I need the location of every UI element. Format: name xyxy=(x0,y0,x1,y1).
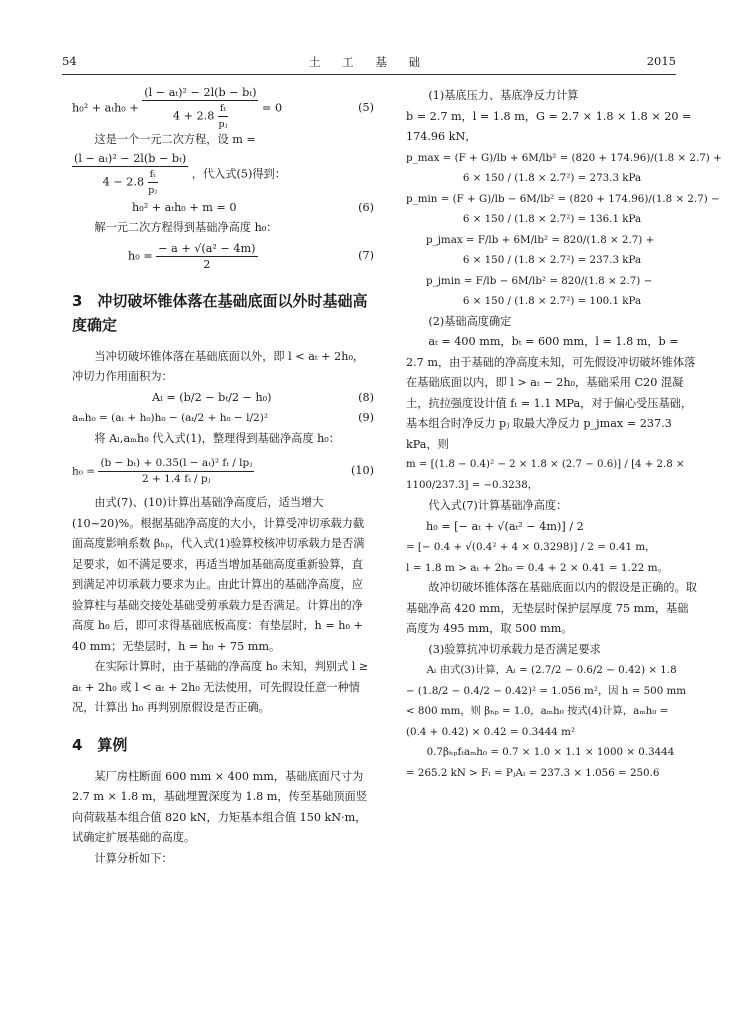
pjmin-line-1: p_jmin = F/lb − 6M/lb² = 820/(1.8 × 2.7) − xyxy=(426,274,653,287)
paragraph-m-def: 这是一个一元二次方程，设 m = xyxy=(94,133,256,146)
conclusion-paragraph: 故冲切破坏锥体落在基础底面以内的假设是正确的。取基础净高 420 mm，无垫层时保护层厚度 75 mm，基础高度为 495 mm，取 500 mm。 xyxy=(406,581,697,635)
year: 2015 xyxy=(646,54,676,68)
m-definition xyxy=(72,151,374,198)
pjmax-line-1: p_jmax = F/lb + 6M/lb² = 820/(1.8 × 2.7) + xyxy=(426,233,655,246)
eq5-fraction xyxy=(142,85,258,132)
paragraph-procedure: 由式(7)、(10)计算出基础净高度后，适当增大(10~20)%。根据基础净高度的大小，计算受冲切承载力截面高度影响系数 βₕₚ，代入式(1)验算校核冲切承载力是否满足要求，如不满足要求，再适当增加基础高度重新验算，直到满足冲切承载力要求为止。由此计算出的基础净高度，应验算柱与基础交接处基础受剪承载力是否满足。计算出的净高度 h₀ 后，即可求得基础底板高度：有垫层时，h = h₀ + 40 mm；无垫层时，h = h₀ + 75 mm。 xyxy=(72,496,365,653)
eq9-expr: aₘh₀ = (aₜ + h₀)h₀ − (aₜ/2 + h₀ − l/2)² xyxy=(72,412,269,424)
eq10-numerator: (b − bₜ) + 0.35(l − aₜ)² fₜ / lpⱼ xyxy=(98,456,254,472)
eq5-pj: pⱼ xyxy=(218,118,228,130)
equation-5 xyxy=(72,86,374,130)
eq6-number: (6) xyxy=(358,200,374,214)
pmax-line-1: p_max = (F + G)/lb + 6M/lb² = (820 + 174.96)/(1.8 × 2.7) + xyxy=(406,151,722,164)
page-number: 54 xyxy=(62,54,77,68)
section-4-heading: 4 算例 xyxy=(72,735,128,754)
al-line-4: (0.4 + 0.42) × 0.42 = 0.3444 m² xyxy=(406,725,575,738)
pmin-line-1: p_min = (F + G)/lb − 6M/lb² = (820 + 174.96)/(1.8 × 2.7) − xyxy=(406,192,720,205)
eq5-ft: fₜ xyxy=(218,101,228,117)
h0-formula: h₀ = [− aₜ + √(aₜ² − 4m)] / 2 xyxy=(426,519,584,533)
paragraph-outside: 当冲切破坏锥体落在基础底面以外，即 l < aₜ + 2h₀，冲切力作用面积为： xyxy=(72,349,365,383)
eq7-number: (7) xyxy=(358,249,374,263)
step-1-values: b = 2.7 m，l = 1.8 m，G = 2.7 × 1.8 × 1.8 × 20 = 174.96 kN， xyxy=(406,109,692,143)
paragraph-assumption: 在实际计算时，由于基础的净高度 h₀ 未知，判别式 l ≥ aₜ + 2h₀ 或 l < aₜ + 2h₀ 无法使用，可先假设任意一种情况，计算出 h₀ 再判别原假设是否正确。 xyxy=(72,660,369,714)
step-1-heading: (1)基底压力、基底净反力计算 xyxy=(428,89,579,102)
step-3-heading: (3)验算抗冲切承载力是否满足要求 xyxy=(428,642,601,656)
eq8-expr: Aₗ = (b/2 − bₜ/2 − h₀) xyxy=(152,390,272,404)
page-header xyxy=(62,54,676,72)
eq7-lhs: h₀ = xyxy=(128,249,153,263)
paragraph-solve: 解一元二次方程得到基础净高度 h₀： xyxy=(94,221,278,234)
al-line-3: < 800 mm，则 βₕₚ = 1.0，aₘh₀ 按式(4)计算，aₘh₀ = xyxy=(406,705,669,717)
eq9-number: (9) xyxy=(358,411,374,424)
paragraph-analysis: 计算分析如下： xyxy=(94,851,173,865)
step-2-text: aₜ = 400 mm，bₜ = 600 mm，l = 1.8 m，b = 2.7 m，由于基础的净高度未知，可先假设冲切破坏锥体落在基础底面以内，即 l > aₜ − 2h₀，基础采用 C20 混凝土，抗拉强度设计值 fₜ = 1.1 MPa，对于偏心受压基础，基本组合时净反力 pⱼ 取最大净反力 p_jmax = 237.3 kPa，则 xyxy=(406,335,696,451)
m-value-equation: m = [(1.8 − 0.4)² − 2 × 1.8 × (2.7 − 0.6)] / [4 + 2.8 × 1100/237.3] = −0.3238， xyxy=(406,459,685,491)
equation-7 xyxy=(72,239,374,275)
header-rule xyxy=(62,74,676,75)
equation-6 xyxy=(72,198,374,219)
m-pj: pⱼ xyxy=(148,184,157,196)
al-line-1: Aₗ 由式(3)计算，Aₗ = (2.7/2 − 0.6/2 − 0.42) × 1.8 xyxy=(426,664,677,676)
eq5-lhs: h₀² + aₜh₀ + xyxy=(72,101,139,114)
m-tail: ，代入式(5)得到： xyxy=(191,167,286,180)
check-line-1: 0.7βₕₚfₜaₘh₀ = 0.7 × 1.0 × 1.1 × 1000 × 0.3444 xyxy=(426,746,675,758)
pmin-line-2: 6 × 150 / (1.8 × 2.7²) = 136.1 kPa xyxy=(462,213,642,225)
check-line-2: = 265.2 kN > Fₗ = PⱼAₗ = 237.3 × 1.056 = 250.6 xyxy=(406,766,660,779)
equation-10 xyxy=(72,449,374,493)
al-line-2: − (1.8/2 − 0.4/2 − 0.42)² = 1.056 m²，因 h = 500 mm xyxy=(406,684,687,697)
eq5-number: (5) xyxy=(358,100,374,114)
eq7-numerator: − a + √(a² − 4m) xyxy=(158,242,256,255)
pjmin-line-2: 6 × 150 / (1.8 × 2.7²) = 100.1 kPa xyxy=(462,295,642,307)
m-numerator: (l − aₜ)² − 2l(b − bₜ) xyxy=(74,151,187,165)
eq5-den-prefix: 4 + 2.8 xyxy=(172,109,215,122)
step-2-heading: (2)基础高度确定 xyxy=(428,314,512,328)
eq5-rhs: = 0 xyxy=(262,101,283,114)
equation-9 xyxy=(72,408,374,429)
eq10-number: (10) xyxy=(351,463,374,477)
journal-title: 土 工 基 础 xyxy=(309,55,429,69)
eq10-lhs: h₀ = xyxy=(72,465,96,477)
h0-result: = [− 0.4 + √(0.4² + 4 × 0.3298)] / 2 = 0.41 m， xyxy=(406,541,656,553)
paragraph-substitute: 将 Aₗ,aₘh₀ 代入式(1)，整理得到基础净高度 h₀： xyxy=(94,431,340,445)
eq7-denominator: 2 xyxy=(203,258,211,271)
pmax-line-2: 6 × 150 / (1.8 × 2.7²) = 273.3 kPa xyxy=(462,172,642,184)
m-den-prefix: 4 − 2.8 xyxy=(102,175,145,188)
eq10-denominator: 2 + 1.4 fₜ / pⱼ xyxy=(142,472,211,485)
eq8-number: (8) xyxy=(358,390,374,404)
eq6-expr: h₀² + aₜh₀ + m = 0 xyxy=(132,200,237,214)
left-column xyxy=(72,86,374,869)
paragraph-example: 某厂房柱断面 600 mm × 400 mm，基础底面尺寸为 2.7 m × 1.8 m，基础埋置深度为 1.8 m，传至基础顶面竖向荷载基本组合值 820 kN，力矩基本组合值 150 kN·m，试确定扩展基础的高度。 xyxy=(72,769,367,844)
equation-8 xyxy=(72,388,374,409)
right-column xyxy=(406,86,722,783)
l-comparison: l = 1.8 m > aₜ + 2h₀ = 0.4 + 2 × 0.41 = 1.22 m。 xyxy=(406,561,669,574)
substitute-eq7: 代入式(7)计算基础净高度： xyxy=(428,499,568,512)
eq5-numerator: (l − aₜ)² − 2l(b − bₜ) xyxy=(144,85,257,99)
pjmax-line-2: 6 × 150 / (1.8 × 2.7²) = 237.3 kPa xyxy=(462,254,642,266)
m-ft: fₜ xyxy=(148,167,158,183)
section-3-heading: 3 冲切破坏锥体落在基础底面以外时基础高度确定 xyxy=(72,291,368,334)
